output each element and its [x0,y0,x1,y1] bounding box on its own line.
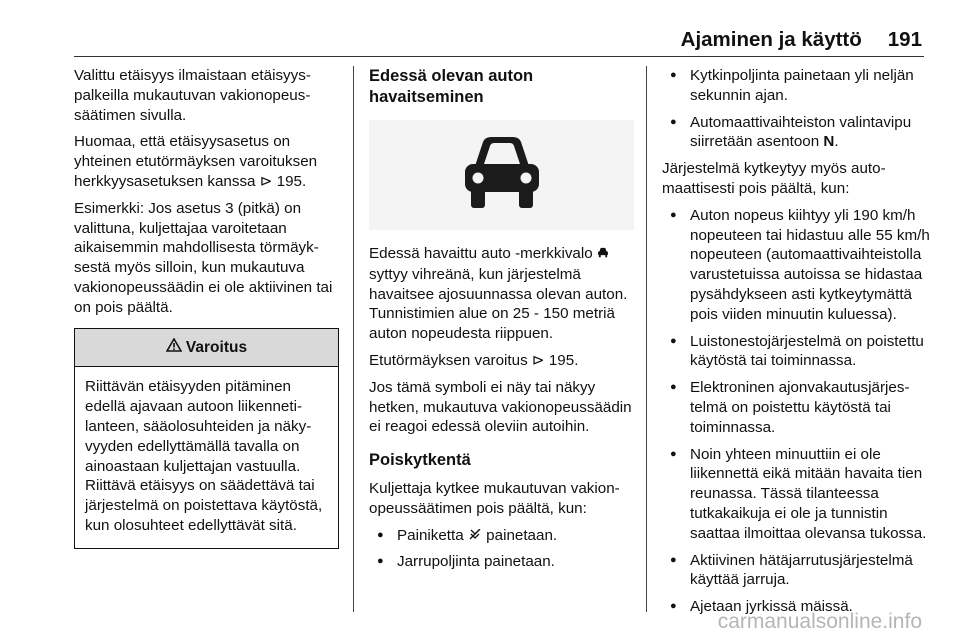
paragraph: Huomaa, että etäisyysasetus on yhteinen etutörmäyksen varoituksen herkkyysasetuksen kanssa ⊳ 195. [74,133,318,190]
car-front-icon [597,247,609,261]
paragraph: Jos tämä symboli ei näy tai näkyy hetken, mukautuva vakionopeussäädin ei reagoi edessä oleviin autoihin. [369,378,632,436]
section-heading: Edessä olevan auton havaitseminen [369,67,534,106]
list-item: ● Elektroninen ajonvakautusjärjestelmä on poistettu käytöstä tai toiminnassa. [662,378,932,437]
column-2 [369,66,634,579]
warning-header [75,329,338,368]
watermark: carmanualsonline.info [717,610,922,633]
list-item: ● Kytkinpoljinta painetaan yli neljän sekunnin ajan. [662,66,932,106]
warning-text: Riittävän etäisyyden pitäminen edellä ajavaan autoon liikennetilanteen, sääolosuhteiden ja näkyvyyden edellyttämällä tavalla on ainoastaan kuljettajan vastuulla. Riittävä etäisyys on säädettävä tai järjestelmä on poistettava käytöstä, kun olosuhteet edellyttävät sitä. [85,378,323,534]
list-item: ● Painiketta painetaan. [369,526,634,546]
paragraph: Järjestelmä kytkeytyy myös automaattisesti pois päältä, kun: [662,160,886,197]
subheading: Poiskytkentä [369,451,471,470]
bullet-list [662,206,932,617]
bullet-list [369,526,634,573]
cruise-cancel-icon [468,527,482,544]
warning-box [74,328,339,549]
page-number: 191 [887,28,922,51]
list-item: ● Automaattivaihteiston valintavipu siirretään asentoon N. [662,113,932,153]
column-1 [74,66,339,549]
list-item: ● Noin yhteen minuuttiin ei ole liikennettä eikä mitään havaita tien reunassa. Tässä tilanteessa tutkakaikuja ei ole ja tunnistin saattaa ilmoittaa olevansa tukossa. [662,445,932,544]
list-item: ● Aktiivinen hätäjarrutusjärjestelmä käyttää jarruja. [662,551,932,591]
header-rule [74,56,924,57]
list-item: ● Jarrupoljinta painetaan. [369,552,634,572]
paragraph: Kuljettaja kytkee mukautuvan vakionopeussäätimen pois päältä, kun: [369,479,620,517]
list-item: ● Luistonestojärjestelmä on poistettu käytöstä tai toiminnassa. [662,332,932,372]
warning-triangle-icon [166,338,182,358]
paragraph: Esimerkki: Jos asetus 3 (pitkä) on valittuna, kuljettajaa varoitetaan aikaisemmin mahdollisesta törmäyksestä myös silloin, kun mukautuva vakionopeussäädin ei ole aktiivinen tai on pois päältä. [74,199,333,316]
paragraph: Etutörmäyksen varoitus ⊳ 195. [369,351,579,369]
column-divider-1 [353,66,354,612]
bullet-list [662,66,932,152]
paragraph: Edessä havaittu auto -merkkivalo syttyy vihreänä, kun järjestelmä havaitsee ajosuunnassa olevan auton. Tunnistimien alue on 25 - 150 metriä auton nopeudesta riippuen. [369,245,628,343]
car-front-icon [457,132,547,218]
column-3 [662,66,932,624]
page-header [681,28,922,52]
car-front-illustration [369,120,634,230]
column-divider-2 [646,66,647,612]
list-item: ● Ajetaan jyrkissä mäissä. [662,597,932,617]
list-item: ● Auton nopeus kiihtyy yli 190 km/h nopeuteen tai hidastuu alle 55 km/h nopeuteen (automaattivaihteistolla varustetuissa autoissa se hidastaa pysähdykseen asti kytkeytymättä pois viiden minuutin kuluessa). [662,206,932,325]
paragraph: Valittu etäisyys ilmaistaan etäisyyspalkeilla mukautuvan vakionopeussäätimen sivulla. [74,67,311,124]
warning-title: Varoitus [185,338,248,356]
page-title: Ajaminen ja käyttö [680,28,862,51]
